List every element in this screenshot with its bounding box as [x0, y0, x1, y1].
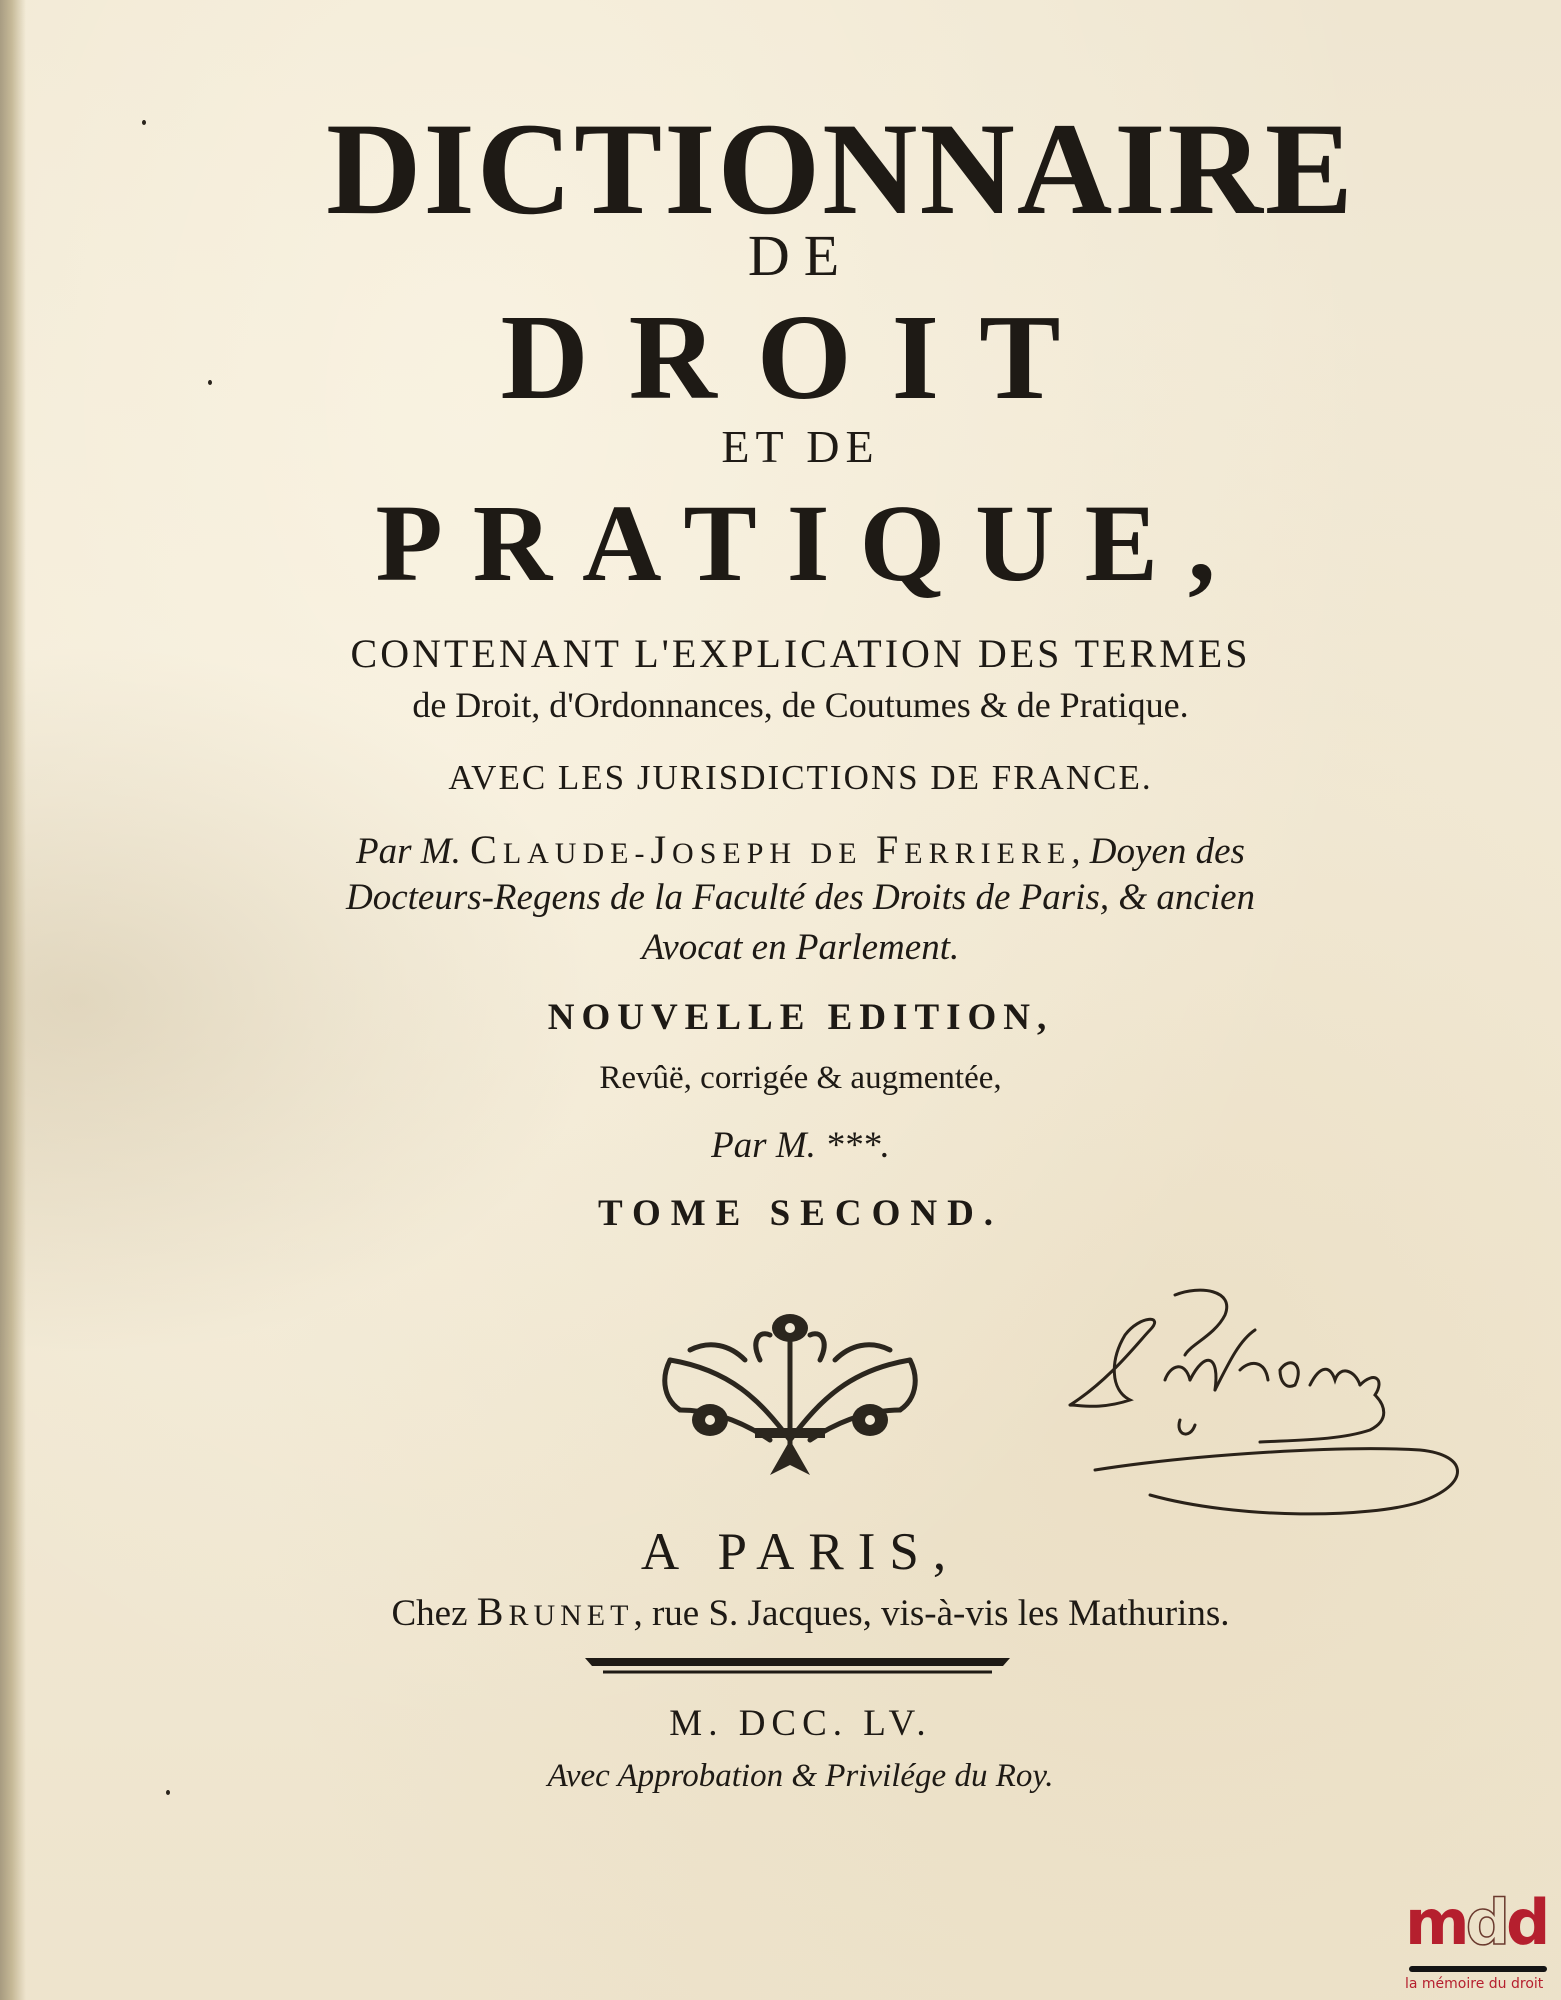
mdd-watermark-logo	[1395, 1888, 1555, 1996]
author-initial: C	[470, 827, 503, 872]
author-name-part: LAUDE-	[502, 837, 651, 870]
author-initial: F	[876, 827, 905, 872]
title-de: DE	[747, 223, 854, 288]
publisher-initial: B	[476, 1589, 509, 1634]
author-title: , Doyen des	[1071, 831, 1245, 872]
author-line	[20, 826, 1561, 873]
publisher-name-part: RUNET	[508, 1599, 634, 1632]
revision-note: Revûë, corrigée & augmentée,	[599, 1060, 1002, 1096]
subtitle-jurisdictions: AVEC LES JURISDICTIONS DE FRANCE.	[448, 758, 1153, 797]
subtitle-terms: de Droit, d'Ordonnances, de Coutumes & de Pratique.	[412, 685, 1189, 725]
reviser-credit: Par M. ***.	[711, 1125, 890, 1166]
publisher-prefix: Chez	[391, 1593, 477, 1634]
author-prefix: Par M.	[356, 831, 461, 872]
author-initial: J	[650, 827, 673, 872]
publisher-name	[476, 1589, 634, 1634]
double-rule-divider	[585, 1654, 1010, 1680]
floral-ornament-icon	[650, 1300, 930, 1490]
author-avocat: Avocat en Parlement.	[641, 927, 960, 968]
title-dictionnaire: DICTIONNAIRE	[326, 95, 1355, 242]
logo-divider	[1409, 1966, 1547, 1972]
publisher-address: , rue S. Jacques, vis-à-vis les Mathurins.	[633, 1593, 1230, 1634]
author-name-part: OSEPH DE	[672, 837, 877, 870]
handwritten-signature	[1040, 1270, 1480, 1520]
subtitle-contenant: CONTENANT L'EXPLICATION DES TERMES	[350, 631, 1251, 676]
edition-label: NOUVELLE EDITION,	[547, 997, 1054, 1038]
mdd-logo-mark: mdd	[1405, 1886, 1547, 1959]
imprint-year: M. DCC. LV.	[669, 1703, 932, 1744]
author-name-part: ERRIERE	[904, 837, 1072, 870]
logo-tagline: la mémoire du droit	[1405, 1976, 1544, 1992]
imprint-publisher	[30, 1588, 1561, 1635]
title-et-de: ET DE	[721, 421, 880, 472]
author-name	[470, 827, 1072, 872]
title-droit: DROIT	[500, 290, 1101, 425]
imprint-privilege: Avec Approbation & Privilége du Roy.	[547, 1758, 1054, 1794]
volume-label: TOME SECOND.	[597, 1193, 1004, 1234]
title-pratique: PRATIQUE,	[375, 482, 1246, 604]
imprint-place: A PARIS,	[640, 1523, 961, 1581]
author-credentials: Docteurs-Regens de la Faculté des Droits de Paris, & ancien	[345, 877, 1256, 918]
